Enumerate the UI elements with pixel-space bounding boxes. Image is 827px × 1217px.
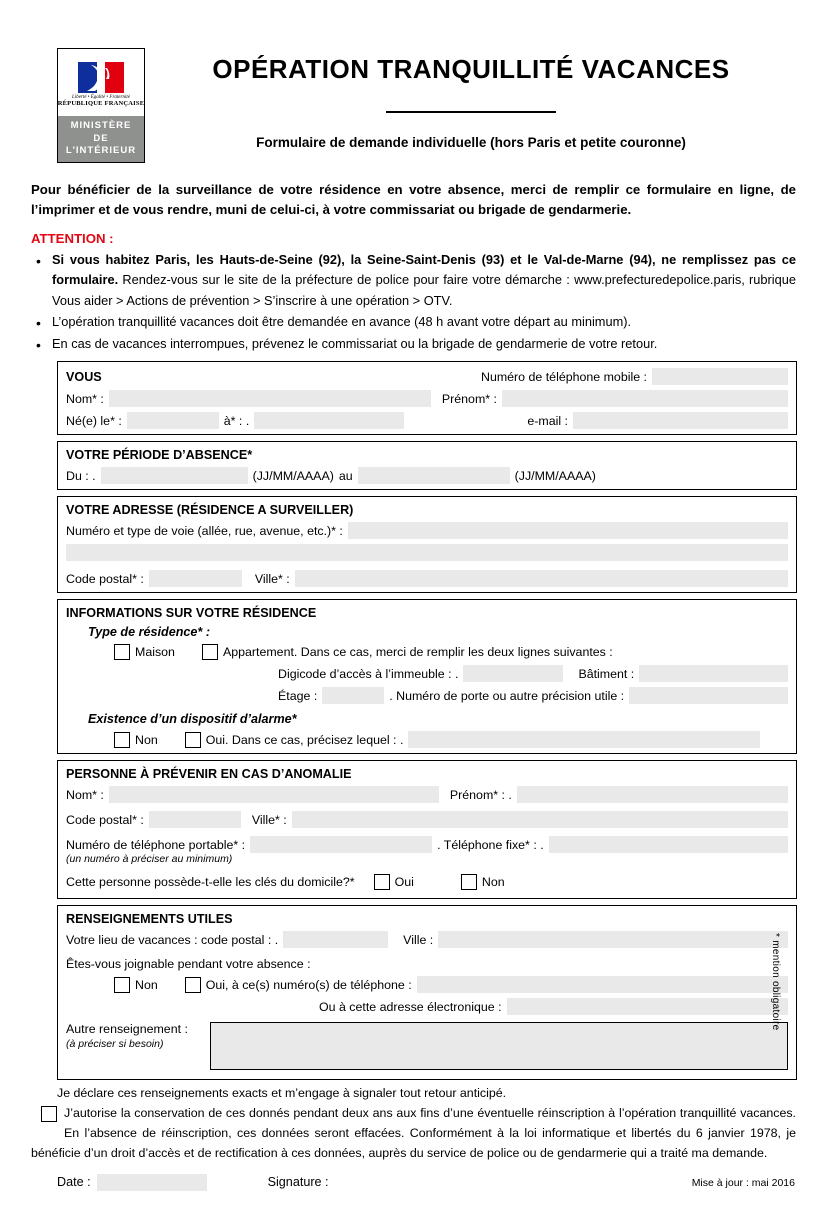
personne-portable-label: Numéro de téléphone portable* : <box>66 837 246 852</box>
joignable-label: Êtes-vous joignable pendant votre absence : <box>66 957 311 972</box>
section-residence <box>57 599 797 754</box>
adresse-ville-input[interactable] <box>295 570 788 587</box>
vous-row-nom <box>66 390 788 407</box>
section-adresse <box>57 496 797 593</box>
page-title: OPÉRATION TRANQUILLITÉ VACANCES <box>212 54 730 84</box>
signature-label: Signature : <box>267 1175 329 1190</box>
alarme-oui-checkbox[interactable] <box>185 732 201 748</box>
personne-ville-input[interactable] <box>292 811 788 828</box>
portable-note: (un numéro à préciser au minimum) <box>66 853 233 866</box>
section-periode <box>57 441 797 490</box>
etage-input[interactable] <box>322 687 384 704</box>
ministere-interieur-block <box>58 116 144 162</box>
adresse-electronique-row <box>66 998 788 1015</box>
mobile-input[interactable] <box>652 368 788 385</box>
personne-row-tel <box>66 836 788 853</box>
etage-row <box>66 687 788 704</box>
type-residence-row <box>66 625 788 639</box>
format-debut-label: (JJ/MM/AAAA) <box>252 468 334 483</box>
logo-republique: RÉPUBLIQUE FRANÇAISE <box>57 99 145 107</box>
mention-obligatoire-note: * mention obligatoire <box>770 933 781 1031</box>
intro-paragraph: Pour bénéficier de la surveillance de votre résidence en votre absence, merci de remplir ce formulaire en ligne, de l’imprimer et de vous rendre, muni de celui-ci, à votre commissariat ou brigade de gendarmerie. <box>31 182 796 218</box>
personne-row-nom <box>66 786 788 803</box>
autorise-checkbox[interactable] <box>41 1106 57 1122</box>
alarme-label: Existence d’un dispositif d’alarme* <box>88 712 297 727</box>
autre-note: (à préciser si besoin) <box>66 1038 164 1051</box>
personne-fixe-input[interactable] <box>549 836 788 853</box>
renseignements-section-title: RENSEIGNEMENTS UTILES <box>66 912 233 927</box>
periode-section-title: VOTRE PÉRIODE D’ABSENCE* <box>66 448 253 463</box>
adresse-section-title: VOTRE ADRESSE (RÉSIDENCE A SURVEILLER) <box>66 503 354 518</box>
personne-row-note <box>66 853 788 865</box>
appartement-label: Appartement. Dans ce cas, merci de remplir les deux lignes suivantes : <box>222 645 613 660</box>
digicode-row <box>66 665 788 682</box>
maison-appartement-row <box>66 644 788 660</box>
personne-cp-input[interactable] <box>149 811 241 828</box>
section-renseignements <box>57 905 797 1080</box>
mobile-label: Numéro de téléphone mobile : <box>481 369 647 384</box>
joignable-choices-row <box>66 976 788 993</box>
page-subtitle: Formulaire de demande individuelle (hors Paris et petite couronne) <box>256 135 686 150</box>
personne-row-ville <box>66 811 788 828</box>
adresse-electronique-input[interactable] <box>507 998 788 1015</box>
personne-section-title: PERSONNE À PRÉVENIR EN CAS D’ANOMALIE <box>66 767 352 782</box>
vous-section-title: VOUS <box>66 369 102 384</box>
ne-le-label: Né(e) le* : <box>66 413 122 428</box>
email-input[interactable] <box>573 412 788 429</box>
porte-input[interactable] <box>629 687 788 704</box>
email-label: e-mail : <box>527 413 568 428</box>
header <box>57 48 797 163</box>
batiment-input[interactable] <box>639 665 788 682</box>
joignable-row <box>66 957 788 971</box>
date-signature-row <box>57 1174 796 1191</box>
autre-renseignement-row <box>66 1022 788 1070</box>
maison-label: Maison <box>135 645 175 660</box>
vacances-cp-input[interactable] <box>283 931 388 948</box>
maison-checkbox[interactable] <box>114 644 130 660</box>
lieu-naissance-input[interactable] <box>254 412 404 429</box>
du-label: Du : . <box>66 468 96 483</box>
date-input[interactable] <box>97 1174 207 1191</box>
lieu-vacances-row <box>66 931 788 948</box>
adresse-cp-input[interactable] <box>149 570 242 587</box>
adresse-row-voie <box>66 522 788 539</box>
format-fin-label: (JJ/MM/AAAA) <box>514 468 596 483</box>
autorise-text: J’autorise la conservation de ces donnés pendant deux ans aux fins d’une éventuelle réinscription à l’opération tranquillité vacances. En l’absence de réinscription, ces données seront effacées. Conformément à la loi informatique et libertés du 6 janvier 1978, je bénéficie d’un droit d’accès et de rectification à ces données, auprès du service de police ou de gendarmerie qui a traité ma demande. <box>31 1106 796 1160</box>
vacances-ville-label: Ville : <box>403 932 434 947</box>
residence-section-title: INFORMATIONS SUR VOTRE RÉSIDENCE <box>66 606 317 621</box>
section-personne <box>57 760 797 899</box>
voie-input[interactable] <box>348 522 788 539</box>
declare-text: Je déclare ces renseignements exacts et m’engage à signaler tout retour anticipé. <box>57 1086 507 1101</box>
voie-label: Numéro et type de voie (allée, rue, avenue, etc.)* : <box>66 523 343 538</box>
appartement-checkbox[interactable] <box>202 644 218 660</box>
vous-title-row <box>66 368 788 385</box>
header-titles <box>145 48 797 163</box>
vous-row-naissance <box>66 412 788 429</box>
porte-label: . Numéro de porte ou autre précision utile : <box>389 688 625 703</box>
date-fin-input[interactable] <box>358 467 510 484</box>
cles-non-label: Non <box>481 875 505 890</box>
au-label: au <box>338 468 353 483</box>
ministry-logo <box>57 48 145 163</box>
a-label: à* : . <box>223 413 250 428</box>
alarme-oui-label: Oui. Dans ce cas, précisez lequel : . <box>205 732 404 747</box>
date-label: Date : <box>57 1175 91 1190</box>
section-vous <box>57 361 797 435</box>
cles-non-checkbox[interactable] <box>461 874 477 890</box>
autorise-paragraph <box>31 1104 796 1164</box>
personne-ville-label: Ville* : <box>251 812 287 827</box>
french-flag-marianne-icon <box>78 62 124 93</box>
bullet-delai: • L’opération tranquillité vacances doit être demandée en avance (48 h avant votre départ au minimum). <box>31 312 796 332</box>
periode-row <box>66 467 788 484</box>
personne-prenom-input[interactable] <box>517 786 788 803</box>
personne-cp-label: Code postal* : <box>66 812 144 827</box>
adresse-row-ville <box>66 570 788 587</box>
vacances-ville-input[interactable] <box>438 931 788 948</box>
prenom-input[interactable] <box>502 390 788 407</box>
ministere-line2: DE <box>93 132 109 144</box>
alarme-non-label: Non <box>135 732 158 747</box>
cles-oui-checkbox[interactable] <box>374 874 390 890</box>
cles-label: Cette personne possède-t-elle les clés du domicile?* <box>66 875 355 890</box>
updated-note: Mise à jour : mai 2016 <box>691 1177 795 1189</box>
personne-nom-label: Nom* : <box>66 787 104 802</box>
digicode-label: Digicode d’accès à l’immeuble : . <box>278 666 459 681</box>
personne-prenom-label: Prénom* : . <box>449 787 512 802</box>
bullet-paris-bold: Si vous habitez Paris, les Hauts-de-Seine (92), la Seine-Saint-Denis (93) et le Val-de-Marne (94), ne remplissez pas ce formulaire. <box>52 251 796 288</box>
joignable-non-checkbox[interactable] <box>114 977 130 993</box>
prenom-label: Prénom* : <box>441 391 497 406</box>
adresse-ville-label: Ville* : <box>254 571 290 586</box>
joignable-oui-label: Oui, à ce(s) numéro(s) de téléphone : <box>205 977 412 992</box>
logo-motto: Liberté • Égalité • Fraternité <box>72 94 130 100</box>
republique-francaise-block <box>58 49 144 116</box>
ministere-line1: MINISTÈRE <box>70 119 132 131</box>
autre-labels <box>66 1022 202 1050</box>
joignable-oui-checkbox[interactable] <box>185 977 201 993</box>
voie-suite-input[interactable] <box>66 544 788 561</box>
title-divider <box>386 111 556 113</box>
bullet-paris-rest: Rendez-vous sur le site de la préfecture de police pour faire votre démarche : www.prefecturedepolice.paris, rubrique Vous aider > Actions de prévention > S’inscrire à une opération > OTV. <box>52 272 796 308</box>
etage-label: Étage : <box>278 688 318 703</box>
nom-input[interactable] <box>109 390 431 407</box>
joignable-tel-input[interactable] <box>417 976 788 993</box>
adresse-cp-label: Code postal* : <box>66 571 144 586</box>
date-naissance-input[interactable] <box>127 412 219 429</box>
bullet-retour: • En cas de vacances interrompues, prévenez le commissariat ou la brigade de gendarmerie de votre retour. <box>31 334 796 354</box>
autre-renseignement-input[interactable] <box>210 1022 788 1070</box>
personne-fixe-label: . Téléphone fixe* : . <box>437 837 544 852</box>
alarme-precision-input[interactable] <box>408 731 760 748</box>
nom-label: Nom* : <box>66 391 104 406</box>
form-page <box>0 48 827 1217</box>
batiment-label: Bâtiment : <box>578 666 635 681</box>
ministere-line3: L'INTÉRIEUR <box>65 145 137 157</box>
cles-oui-label: Oui <box>394 875 414 890</box>
date-debut-input[interactable] <box>101 467 248 484</box>
digicode-input[interactable] <box>463 665 563 682</box>
lieu-label: Votre lieu de vacances : code postal : . <box>66 932 279 947</box>
alarme-non-checkbox[interactable] <box>114 732 130 748</box>
alarme-row <box>66 712 788 726</box>
bullet-paris <box>31 250 796 311</box>
personne-nom-input[interactable] <box>109 786 439 803</box>
autre-label: Autre renseignement : <box>66 1022 188 1037</box>
adresse-electronique-label: Ou à cette adresse électronique : <box>319 999 502 1014</box>
personne-portable-input[interactable] <box>250 836 432 853</box>
joignable-non-label: Non <box>135 977 158 992</box>
attention-bullets <box>31 250 796 354</box>
personne-row-cles <box>66 874 788 890</box>
attention-heading: ATTENTION : <box>31 230 114 246</box>
mobile-group <box>481 368 788 385</box>
type-residence-label: Type de résidence* : <box>88 625 211 640</box>
adresse-row-suite <box>66 544 788 561</box>
alarme-choices-row <box>66 731 788 748</box>
